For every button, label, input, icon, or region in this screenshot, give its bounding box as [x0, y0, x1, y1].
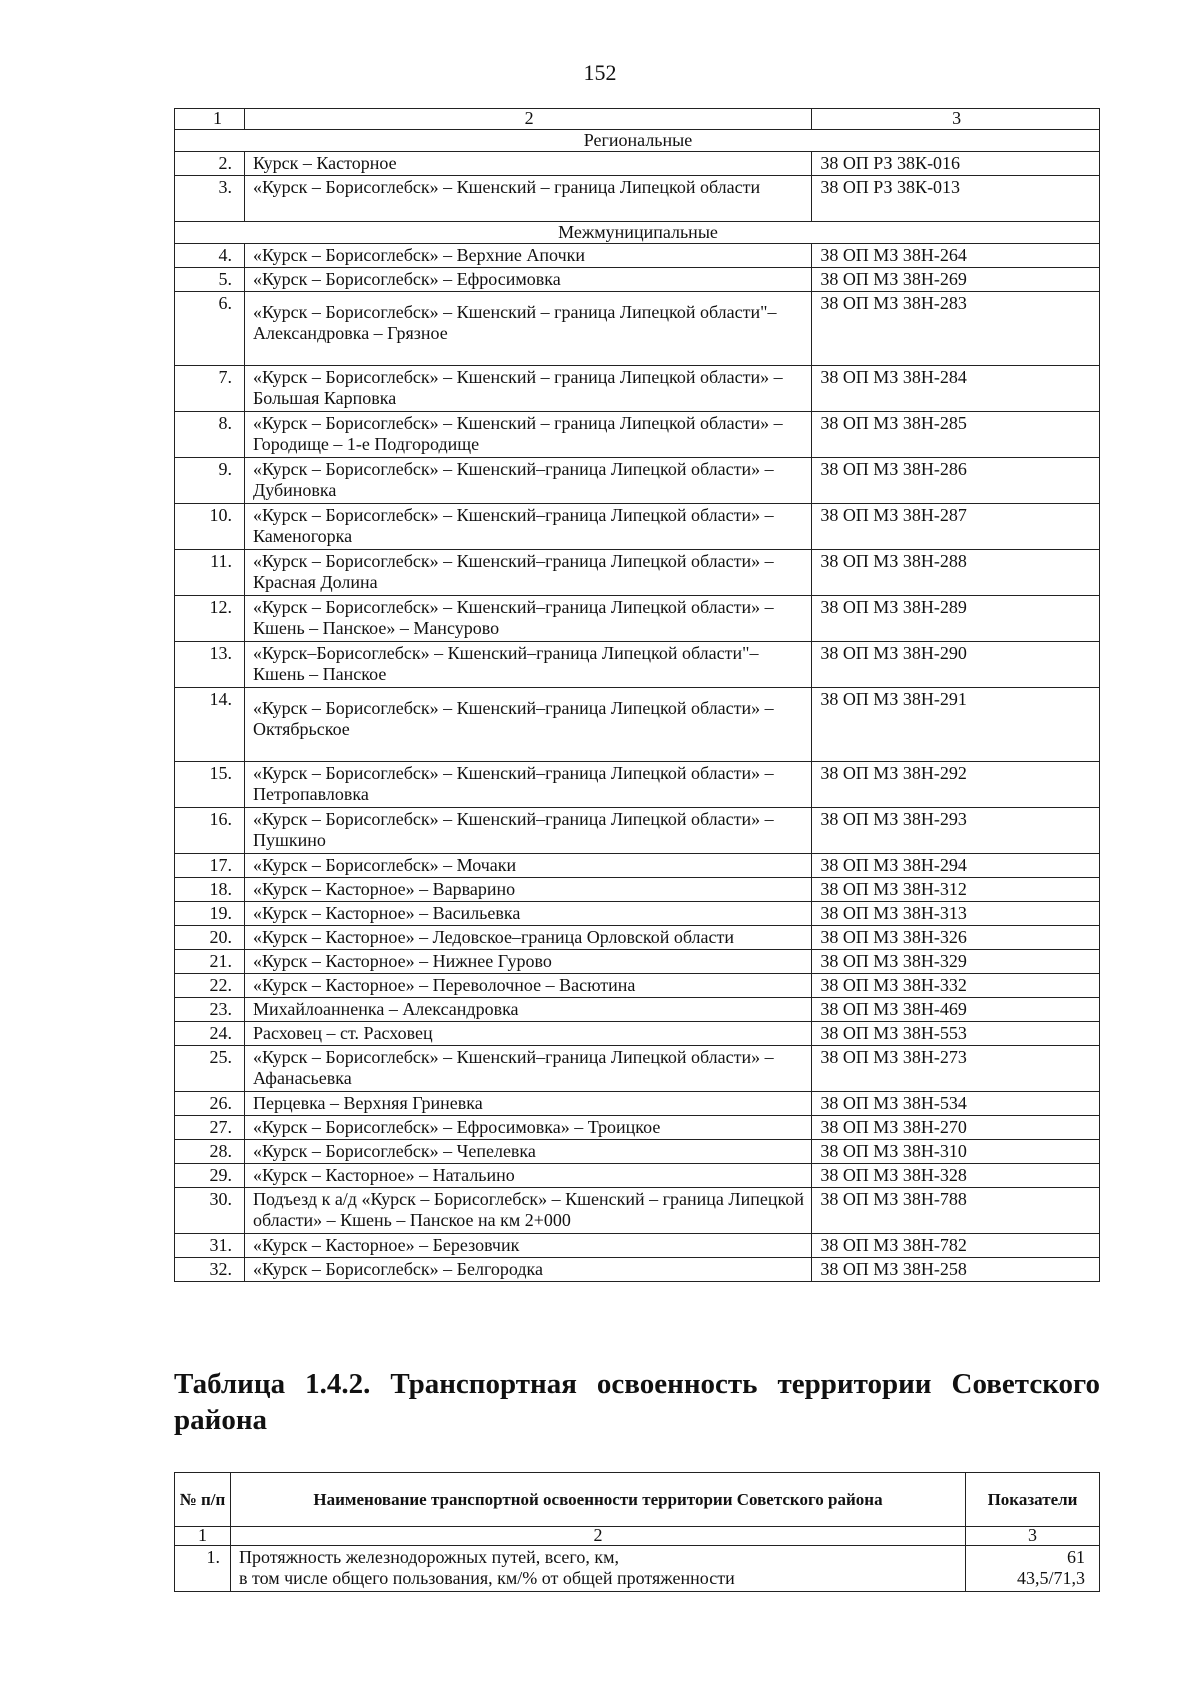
row-number: 4.: [175, 244, 245, 268]
road-code: 38 ОП МЗ 38Н-329: [812, 950, 1100, 974]
road-code: 38 ОП МЗ 38Н-286: [812, 458, 1100, 504]
road-code: 38 ОП МЗ 38Н-313: [812, 902, 1100, 926]
row-number: 15.: [175, 762, 245, 808]
row-number: 29.: [175, 1164, 245, 1188]
header-value: Показатели: [966, 1473, 1100, 1527]
road-name: «Курск – Касторное» – Варварино: [244, 878, 811, 902]
indicator-line: в том числе общего пользования, км/% от общей протяженности: [238, 1568, 735, 1588]
column-number: 3: [812, 109, 1100, 130]
road-code: 38 ОП МЗ 38Н-258: [812, 1258, 1100, 1282]
road-code: 38 ОП МЗ 38Н-283: [812, 292, 1100, 366]
section-row: [175, 222, 1100, 244]
table-row: [175, 854, 1100, 878]
header-num: № п/п: [175, 1473, 231, 1527]
road-name: «Курск – Борисоглебск» – Кшенский–граница Липецкой области» – Пушкино: [244, 808, 811, 854]
road-name: «Курск – Касторное» – Натальино: [244, 1164, 811, 1188]
row-number: 1.: [175, 1546, 231, 1592]
column-number: 1: [175, 1527, 231, 1546]
road-name: «Курск – Борисоглебск» – Кшенский – граница Липецкой области"– Александровка – Грязное: [244, 292, 811, 366]
table-row: [175, 458, 1100, 504]
road-code: 38 ОП МЗ 38Н-285: [812, 412, 1100, 458]
road-name: «Курск – Борисоглебск» – Кшенский – граница Липецкой области» – Большая Карповка: [244, 366, 811, 412]
road-code: 38 ОП РЗ 38К-016: [812, 152, 1100, 176]
table-row: [175, 1140, 1100, 1164]
table-row: [175, 1546, 1100, 1592]
row-number: 8.: [175, 412, 245, 458]
road-code: 38 ОП МЗ 38Н-326: [812, 926, 1100, 950]
row-number: 30.: [175, 1188, 245, 1234]
row-number: 26.: [175, 1092, 245, 1116]
table-row: [175, 878, 1100, 902]
road-name: «Курск – Касторное» – Переволочное – Васютина: [244, 974, 811, 998]
row-number: 3.: [175, 176, 245, 222]
road-name: «Курск – Касторное» – Нижнее Гурово: [244, 950, 811, 974]
value-line: 43,5/71,3: [1016, 1568, 1085, 1588]
road-name: «Курск – Борисоглебск» – Ефросимовка» – Троицкое: [244, 1116, 811, 1140]
road-name: Подъезд к а/д «Курск – Борисоглебск» – Кшенский – граница Липецкой области» – Кшень – Панское на км 2+000: [244, 1188, 811, 1234]
table-row: [175, 366, 1100, 412]
row-number: 18.: [175, 878, 245, 902]
table-row: [175, 1046, 1100, 1092]
row-number: 7.: [175, 366, 245, 412]
road-code: 38 ОП МЗ 38Н-264: [812, 244, 1100, 268]
road-code: 38 ОП МЗ 38Н-294: [812, 854, 1100, 878]
section-title: Региональные: [175, 130, 1100, 152]
row-number: 32.: [175, 1258, 245, 1282]
road-name: «Курск – Касторное» – Ледовское–граница Орловской области: [244, 926, 811, 950]
row-number: 12.: [175, 596, 245, 642]
road-name: «Курск – Борисоглебск» – Ефросимовка: [244, 268, 811, 292]
road-name: «Курск – Борисоглебск» – Кшенский–граница Липецкой области» – Каменогорка: [244, 504, 811, 550]
road-name: Перцевка – Верхняя Гриневка: [244, 1092, 811, 1116]
column-number-row: [175, 1527, 1100, 1546]
road-code: 38 ОП РЗ 38К-013: [812, 176, 1100, 222]
row-number: 10.: [175, 504, 245, 550]
road-code: 38 ОП МЗ 38Н-292: [812, 762, 1100, 808]
table-row: [175, 1258, 1100, 1282]
column-number: 1: [175, 109, 245, 130]
table-row: [175, 998, 1100, 1022]
road-code: 38 ОП МЗ 38Н-288: [812, 550, 1100, 596]
table-row: [175, 504, 1100, 550]
road-code: 38 ОП МЗ 38Н-269: [812, 268, 1100, 292]
road-name: «Курск – Борисоглебск» – Кшенский – граница Липецкой области» – Городище – 1-е Подгородище: [244, 412, 811, 458]
row-number: 6.: [175, 292, 245, 366]
road-name: Михайлоанненка – Александровка: [244, 998, 811, 1022]
header-row: [175, 1473, 1100, 1527]
table-row: [175, 176, 1100, 222]
row-number: 20.: [175, 926, 245, 950]
row-number: 2.: [175, 152, 245, 176]
road-code: 38 ОП МЗ 38Н-312: [812, 878, 1100, 902]
table-row: [175, 550, 1100, 596]
road-code: 38 ОП МЗ 38Н-290: [812, 642, 1100, 688]
road-name: «Курск – Борисоглебск» – Кшенский–граница Липецкой области» – Кшень – Панское» – Мансурово: [244, 596, 811, 642]
road-code: 38 ОП МЗ 38Н-270: [812, 1116, 1100, 1140]
road-name: «Курск – Борисоглебск» – Кшенский–граница Липецкой области» – Октябрьское: [244, 688, 811, 762]
table-row: [175, 292, 1100, 366]
road-name: «Курск – Борисоглебск» – Кшенский–граница Липецкой области» – Петропавловка: [244, 762, 811, 808]
row-number: 28.: [175, 1140, 245, 1164]
road-name: «Курск–Борисоглебск» – Кшенский–граница Липецкой области"– Кшень – Панское: [244, 642, 811, 688]
table-row: [175, 642, 1100, 688]
row-number: 9.: [175, 458, 245, 504]
table-row: [175, 1092, 1100, 1116]
road-name: «Курск – Касторное» – Березовчик: [244, 1234, 811, 1258]
section-row: [175, 130, 1100, 152]
table-row: [175, 1188, 1100, 1234]
table-row: [175, 902, 1100, 926]
road-name: «Курск – Борисоглебск» – Кшенский – граница Липецкой области: [244, 176, 811, 222]
table-row: [175, 1164, 1100, 1188]
column-number-row: [175, 109, 1100, 130]
road-code: 38 ОП МЗ 38Н-469: [812, 998, 1100, 1022]
value-line: 61: [1067, 1547, 1085, 1567]
indicator-line: Протяжность железнодорожных путей, всего, км,: [238, 1547, 619, 1567]
table-row: [175, 1022, 1100, 1046]
road-name: «Курск – Борисоглебск» – Верхние Апочки: [244, 244, 811, 268]
road-code: 38 ОП МЗ 38Н-291: [812, 688, 1100, 762]
road-name: «Курск – Борисоглебск» – Кшенский–граница Липецкой области» – Афанасьевка: [244, 1046, 811, 1092]
table-row: [175, 926, 1100, 950]
road-code: 38 ОП МЗ 38Н-788: [812, 1188, 1100, 1234]
column-number: 3: [966, 1527, 1100, 1546]
table-row: [175, 268, 1100, 292]
row-number: 21.: [175, 950, 245, 974]
road-code: 38 ОП МЗ 38Н-284: [812, 366, 1100, 412]
road-code: 38 ОП МЗ 38Н-273: [812, 1046, 1100, 1092]
row-number: 22.: [175, 974, 245, 998]
header-name: Наименование транспортной освоенности территории Советского района: [230, 1473, 965, 1527]
table-heading: Таблица 1.4.2. Транспортная освоенность территории Советского района: [174, 1368, 1100, 1436]
table-row: [175, 244, 1100, 268]
road-name: «Курск – Борисоглебск» – Чепелевка: [244, 1140, 811, 1164]
table-row: [175, 152, 1100, 176]
page-number: 152: [583, 60, 617, 85]
row-number: 17.: [175, 854, 245, 878]
row-number: 14.: [175, 688, 245, 762]
transport-table: [174, 1472, 1100, 1592]
table-row: [175, 808, 1100, 854]
indicator-value: [966, 1546, 1100, 1592]
road-name: «Курск – Борисоглебск» – Кшенский–граница Липецкой области» – Дубиновка: [244, 458, 811, 504]
road-code: 38 ОП МЗ 38Н-332: [812, 974, 1100, 998]
road-name: «Курск – Борисоглебск» – Мочаки: [244, 854, 811, 878]
row-number: 24.: [175, 1022, 245, 1046]
road-code: 38 ОП МЗ 38Н-328: [812, 1164, 1100, 1188]
row-number: 16.: [175, 808, 245, 854]
indicator-name: [230, 1546, 965, 1592]
section-title: Межмуниципальные: [175, 222, 1100, 244]
column-number: 2: [244, 109, 811, 130]
road-name: Курск – Касторное: [244, 152, 811, 176]
row-number: 25.: [175, 1046, 245, 1092]
row-number: 31.: [175, 1234, 245, 1258]
road-code: 38 ОП МЗ 38Н-782: [812, 1234, 1100, 1258]
road-name: «Курск – Борисоглебск» – Белгородка: [244, 1258, 811, 1282]
road-code: 38 ОП МЗ 38Н-310: [812, 1140, 1100, 1164]
road-code: 38 ОП МЗ 38Н-293: [812, 808, 1100, 854]
table-row: [175, 974, 1100, 998]
row-number: 27.: [175, 1116, 245, 1140]
road-code: 38 ОП МЗ 38Н-289: [812, 596, 1100, 642]
column-number: 2: [230, 1527, 965, 1546]
road-name: Расховец – ст. Расховец: [244, 1022, 811, 1046]
roads-table: [174, 108, 1100, 1282]
table-row: [175, 762, 1100, 808]
row-number: 23.: [175, 998, 245, 1022]
row-number: 13.: [175, 642, 245, 688]
table-row: [175, 1116, 1100, 1140]
row-number: 5.: [175, 268, 245, 292]
road-name: «Курск – Борисоглебск» – Кшенский–граница Липецкой области» – Красная Долина: [244, 550, 811, 596]
table-row: [175, 596, 1100, 642]
row-number: 11.: [175, 550, 245, 596]
table-row: [175, 688, 1100, 762]
road-code: 38 ОП МЗ 38Н-534: [812, 1092, 1100, 1116]
row-number: 19.: [175, 902, 245, 926]
table-row: [175, 412, 1100, 458]
road-code: 38 ОП МЗ 38Н-553: [812, 1022, 1100, 1046]
road-name: «Курск – Касторное» – Васильевка: [244, 902, 811, 926]
table-row: [175, 950, 1100, 974]
road-code: 38 ОП МЗ 38Н-287: [812, 504, 1100, 550]
table-row: [175, 1234, 1100, 1258]
